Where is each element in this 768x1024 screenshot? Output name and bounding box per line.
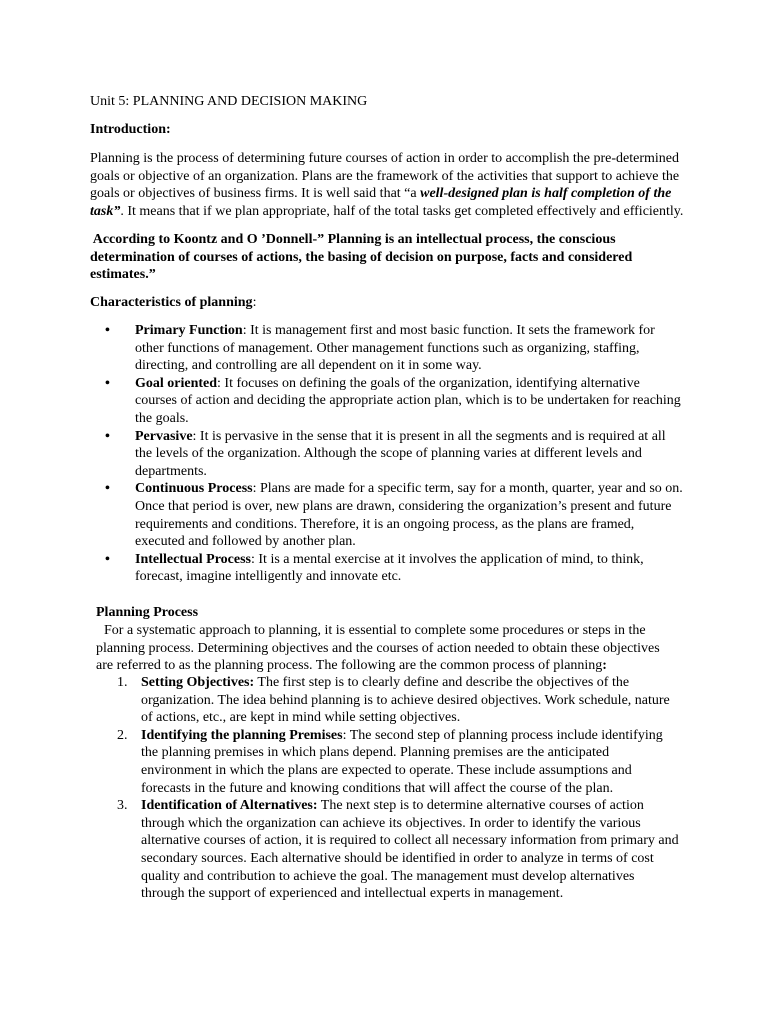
- item-text: : It is management first and most basic function. It sets the framework for other functions of management. Other management functions such as organizing, staffing, directing, and controlling are all dependent on it in some way.: [135, 323, 655, 374]
- item-text: : It focuses on defining the goals of the organization, identifying alternative courses of action and deciding the appropriate action plan, which is to be undertaken for reaching the goals.: [135, 375, 681, 426]
- step-number: 2.: [117, 727, 128, 743]
- item-term: Intellectual Process: [135, 551, 251, 567]
- planning-process-colon: :: [602, 658, 607, 674]
- step-text: The first step is to clearly define and describe the objectives of the organization. The idea behind planning is to achieve desired objectives. Work schedule, nature of actions, etc., are kept in mind while setting objectives.: [141, 675, 670, 726]
- introduction-heading: Introduction:: [90, 122, 171, 137]
- list-item: [111, 797, 681, 903]
- planning-process-paragraph: [96, 622, 680, 675]
- step-text: : The second step of planning process include identifying the planning premises in which plans depend. Planning premises are the anticipated environment in which the plans are expected to operate. These include assumptions and forecasts in the future and knowing conditions that will affect the course of the plan.: [141, 727, 663, 796]
- list-item: [105, 480, 685, 550]
- step-term: Setting Objectives:: [141, 675, 255, 690]
- koontz-quote: [90, 231, 650, 284]
- document-title: Unit 5: PLANNING AND DECISION MAKING: [90, 94, 368, 109]
- step-number: 3.: [117, 798, 128, 814]
- characteristics-heading-text: Characteristics of planning: [90, 295, 253, 310]
- list-item: [105, 428, 685, 481]
- intro-text-after: . It means that if we plan appropriate, half of the total tasks get completed effectively and efficiently.: [120, 203, 684, 219]
- introduction-paragraph: [90, 150, 684, 220]
- step-number: 1.: [117, 675, 128, 690]
- item-text: : It is a mental exercise at it involves the application of mind, to think, forecast, imagine intelligently and innovate etc.: [135, 551, 644, 585]
- list-item: [105, 322, 685, 375]
- bullet-icon: •: [105, 481, 110, 497]
- item-term: Goal oriented: [135, 375, 218, 391]
- quote-text: According to Koontz and O ’Donnell-” Planning is an intellectual process, the conscious determination of courses of actions, the basing of decision on purpose, facts and considered estimates.”: [90, 232, 633, 283]
- list-item: [105, 551, 685, 586]
- characteristics-heading: [90, 294, 256, 312]
- item-text: : Plans are made for a specific term, say for a month, quarter, year and so on. Once that period is over, new plans are drawn, considering the organization’s present and future requirements and conditions. Therefore, it is an ongoing process, as the plans are framed, executed and followed by another plan.: [135, 481, 683, 550]
- intro-text-before: Planning is the process of determining future courses of action in order to accomplish the pre-determined goals or objective of an organization. Plans are the framework of the activities that support to achieve the goals or objectives of business firms. It is well said that “a: [90, 151, 680, 202]
- planning-process-text: For a systematic approach to planning, it is essential to complete some procedures or steps in the planning process. Determining objectives and the courses of action needed to obtain these objectives are referred to as the planning process. The following are the common process of planning: [96, 623, 660, 674]
- list-item: [111, 674, 681, 727]
- bullet-icon: •: [105, 428, 110, 444]
- list-item: [111, 727, 681, 797]
- bullet-icon: •: [105, 551, 110, 567]
- characteristics-heading-colon: :: [252, 295, 257, 310]
- step-term: Identification of Alternatives:: [141, 798, 318, 814]
- item-term: Pervasive: [135, 428, 193, 444]
- step-term: Identifying the planning Premises: [141, 727, 343, 743]
- item-text: : It is pervasive in the sense that it is present in all the segments and is required at all the levels of the organization. Although the scope of planning varies at different levels and departments.: [135, 428, 666, 479]
- planning-process-heading: Planning Process: [96, 605, 199, 620]
- step-text: The next step is to determine alternative courses of action through which the organization can achieve its objectives. In order to identify the various alternative courses of action, it is required to collect all necessary information from primary and secondary sources. Each alternative should be identified in order to analyze in terms of cost quality and contribution to achieve the goal. The management must develop alternatives through the support of experienced and intellectual experts in management.: [141, 798, 679, 902]
- item-term: Primary Function: [135, 323, 243, 338]
- list-item: [105, 375, 685, 428]
- intro-emphasis: well-designed plan is half completion of the task”: [90, 186, 672, 219]
- characteristics-list: [105, 322, 685, 586]
- planning-steps-list: [111, 674, 681, 903]
- bullet-icon: •: [105, 323, 110, 338]
- item-term: Continuous Process: [135, 481, 253, 497]
- bullet-icon: •: [105, 375, 110, 391]
